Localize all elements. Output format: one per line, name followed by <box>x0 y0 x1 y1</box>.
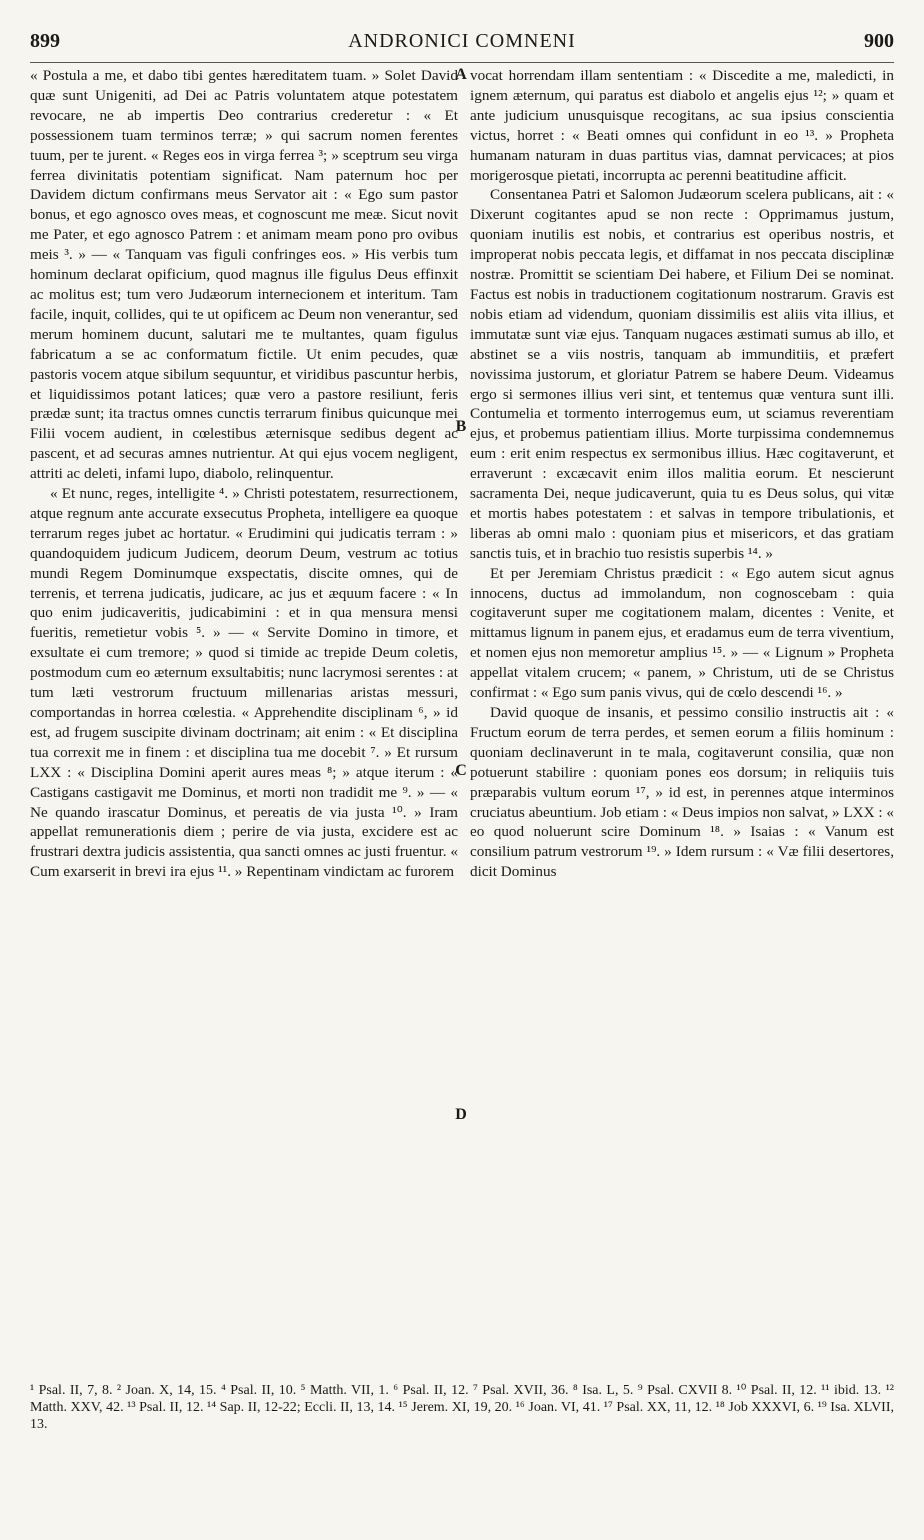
section-marker-c: C <box>455 762 467 779</box>
right-column <box>470 66 894 1371</box>
paragraph: « Postula a me, et dabo tibi gentes hæreditatem tuam. » Solet David quæ sunt Unigeniti, ad Dei ac Patris voluntatem atque potestatem revocare, ne ab impertis Deo contrarius crederetur : « Et possessionem tuam terminos terræ; » qui sacrum nomen ferentes tuum, per te jurent. « Reges eos in virga ferrea ³; » sceptrum seu virga ferrea divinitatis potentiam significat. Nam paternum hoc per Davidem dictum confirmans meus Servator ait : « Ego sum pastor bonus, et ego agnosco oves meas, et cognoscunt me meæ. Sicut novit me Pater, et ego agnosco Patrem : et animam meam pono pro ovibus meis ³. » — « Tanquam vas figuli confringes eos. » His verbis tum hominum declarat opificium, quod magnus ille figulus Deus effinxit ac molitus est; tum vero Judæorum internecionem et interitum. Tam facile, inquit, collides, qui te ut opificem ac Deum non venerantur, sed merum hominem ducunt, salutari me te multantes, quam figulus fabricatum a se ac conformatum fictile. Ut enim pecudes, quæ pastoris vocem atque sibilum sequuntur, et viridibus pascuntur herbis, et liquidissimos potant latices; quæ vero a pastore resiliunt, feris prædæ sunt; ita tractus omnes cunctis terrarum finibus quicunque mei Filii vocem audient, in cœlestibus æternisque sedibus degent ac pascent, et ad securas amnes nutrientur. At qui ejus vocem negligent, attriti ac deleti, infami lupo, diabolo, relinquentur. <box>30 67 458 483</box>
section-marker-d: D <box>455 1106 467 1123</box>
left-column <box>30 66 458 1371</box>
paragraph: Et per Jeremiam Christus prædicit : « Ego autem sicut agnus innocens, ductus ad immolandum, non cognoscebam : quia cogitaverunt super me cogitationem malam, dicentes : Venite, et mittamus lignum in panem ejus, et eradamus eum de terra viventium, et nomen ejus non memoretur amplius ¹⁵. » — « Lignum » Propheta appellat vitalem crucem; « panem, » Christum, uti de se Christus confirmat : « Ego sum panis vivus, qui de cœlo descendi ¹⁶. » <box>470 564 894 702</box>
paragraph: Consentanea Patri et Salomon Judæorum scelera publicans, ait : « Dixerunt cogitantes apud se non recte : Opprimamus justum, quoniam inutilis est nobis, et contrarius est operibus nostris, et improperat nobis peccata legis, et diffamat in nos peccata disciplinæ nostræ. Promittit se scientiam Dei habere, et Filium Dei se nominat. Factus est nobis in traductionem cogitationum nostrarum. Gravis est nobis etiam ad videndum, quoniam dissimilis est aliis vita illius, et immutatæ sunt viæ ejus. Tanquam nugaces æstimati sumus ab illo, et abstinet se a viis nostris, tanquam ab immunditiis, et præfert novissima justorum, et gloriatur Patrem se habere Deum. Videamus ergo si sermones illius veri sint, et tentemus quæ ventura sunt illi. Contumelia et tormento interrogemus eum, ut sciamus reverentiam ejus, et probemus patientiam illius. Morte turpissima condemnemus eum : erit enim respectus ex sermonibus illius. Hæc cogitaverunt, et erraverunt : excæcavit enim illos malitia eorum. Et nescierunt sacramenta Dei, neque judicaverunt, quia tu es Deus solus, qui vitæ et mortis habes potestatem : et salvas in tempore tribulationis, et liberas ab omni malo : quoniam pius et misericors, et das gratiam sanctis tuis, et in brachio tuo resistis superbis ¹⁴. » <box>470 186 894 562</box>
header-rule <box>30 62 894 63</box>
section-marker-a: A <box>455 66 467 83</box>
page-number-left: 899 <box>30 30 60 52</box>
page-number-right: 900 <box>863 30 894 52</box>
running-title: ANDRONICI COMNENI <box>348 30 576 52</box>
paragraph: David quoque de insanis, et pessimo consilio instructis ait : « Fructum eorum de terra perdes, et semen eorum a filiis hominum : quoniam declinaverunt in te mala, cogitaverunt consilia, quæ non potuerunt stabilire : quoniam pones eos dorsum; in reliquiis tuis præparabis vultum eorum ¹⁷, » id est, in perennes atque interminos cruciatus abeuntium. Job etiam : « Deus impios non salvat, » LXX : « eo quod noluerunt scire Dominum ¹⁸. » Isaias : « Vanum est consilium patrum vestrorum ¹⁹. » Idem rursum : « Væ filii desertores, dicit Dominus <box>470 704 894 881</box>
paragraph: « Et nunc, reges, intelligite ⁴. » Christi potestatem, resurrectionem, atque regnum ante accurate exsecutus Propheta, intelligere ea quoque terrarum reges jubet ac hortatur. « Erudimini qui judicatis terram : » quandoquidem judicum Judicem, deorum Deum, vestrum ac totius mundi Regem Dominumque exspectatis, discite omnes, qui de terrenis, et terrena judicatis, judicare, ac jus et æquum facere : « In quo enim judicaveritis, judicabimini : et in qua mensura mensi fueritis, remetietur vobis ⁵. » — « Servite Domino in timore, et exsultate ei cum tremore; » quod si timide ac trepide Deum coletis, postmodum cum eo æternum exsultabitis; nunc lacrymosi serentes : at tum læti vestrorum fructuum millenarias aristas messuri, comportandas in horrea cœlestia. « Apprehendite disciplinam ⁶, » id est, ad frugem suscipite divinam doctrinam; ait enim : « Et disciplina tua correxit me in finem : et disciplina tua me docebit ⁷. » Et rursum LXX : « Disciplina Domini aperit aures meas ⁸; » atque iterum : « Castigans castigavit me Dominus, et morti non tradidit me ⁹. » — « Ne quando irascatur Dominus, et pereatis de via justa ¹⁰. » Iram appellat remunerationis diem ; perire de via justa, excidere est ac frustrari dextra judicis assistentia, qua sancti omnes ac justi fruentur. « Cum exarserit in brevi ira ejus ¹¹. » Repentinam vindictam ac furorem <box>30 485 458 881</box>
section-marker-b: B <box>455 418 467 435</box>
paragraph: vocat horrendam illam sententiam : « Discedite a me, maledicti, in ignem æternum, qui paratus est diabolo et angelis ejus ¹²; » quam et ante judicium unusquisque recogitans, ac sua ipsius conscientia victus, horret : « Beati omnes qui confidunt in eo ¹³. » Propheta humanam naturam in duas partitus vias, damnat pervicaces; at pios morigerosque pietati, incorrupta ac perenni beatitudine afficit. <box>470 67 894 184</box>
running-header <box>30 30 894 58</box>
footnotes: ¹ Psal. II, 7, 8. ² Joan. X, 14, 15. ⁴ Psal. II, 10. ⁵ Matth. VII, 1. ⁶ Psal. II, 12. ⁷ Psal. XVII, 36. ⁸ Isa. L, 5. ⁹ Psal. CXVII 8. ¹⁰ Psal. II, 12. ¹¹ ibid. 13. ¹² Matth. XXV, 42. ¹³ Psal. II, 12. ¹⁴ Sap. II, 12-22; Eccli. II, 13, 14. ¹⁵ Jerem. XI, 19, 20. ¹⁶ Joan. VI, 41. ¹⁷ Psal. XX, 11, 12. ¹⁸ Job XXXVI, 6. ¹⁹ Isa. XLVII, 13. <box>30 1383 894 1432</box>
